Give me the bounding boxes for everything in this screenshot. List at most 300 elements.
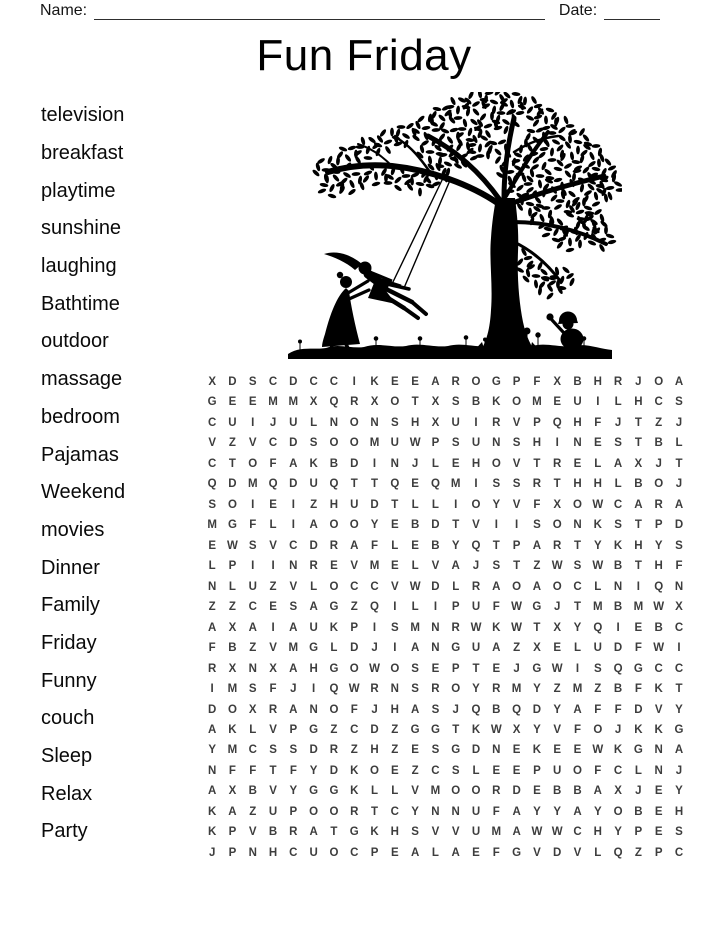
grid-cell: O	[471, 498, 481, 511]
grid-cell: V	[269, 723, 277, 736]
grid-cell: O	[227, 703, 237, 716]
grid-cell: C	[573, 580, 582, 593]
grid-cell: C	[207, 457, 217, 470]
grid-cell: Q	[613, 846, 623, 859]
word-list-item: outdoor	[41, 330, 109, 353]
grid-cell: D	[532, 703, 542, 716]
grid-cell: E	[492, 662, 501, 675]
tree-foliage	[311, 92, 622, 300]
date-input-line[interactable]	[604, 4, 660, 20]
grid-cell: S	[675, 539, 683, 552]
grid-cell: C	[674, 662, 684, 675]
grid-cell: T	[452, 723, 460, 736]
grid-cell: U	[451, 416, 460, 429]
grid-cell: Z	[553, 683, 561, 696]
grid-cell: B	[492, 703, 501, 716]
grid-cell: V	[573, 846, 582, 859]
grid-cell: E	[269, 601, 277, 614]
grid-cell: X	[228, 662, 237, 675]
grid-cell: U	[471, 642, 481, 655]
grid-cell: N	[451, 805, 460, 818]
grid-cell: J	[675, 478, 683, 491]
grid-cell: V	[269, 785, 277, 798]
grid-cell: O	[370, 764, 379, 777]
grid-cell: W	[531, 826, 543, 839]
grid-row	[202, 618, 689, 638]
grid-cell: N	[207, 580, 217, 593]
grid-cell: T	[675, 457, 683, 470]
grid-cell: F	[208, 642, 216, 655]
grid-cell: X	[208, 376, 216, 388]
grid-cell: A	[410, 846, 420, 859]
grid-cell: Q	[207, 478, 217, 491]
grid-cell: S	[451, 396, 460, 409]
grid-cell: M	[572, 683, 583, 696]
grid-row	[202, 433, 689, 453]
grid-cell: I	[372, 621, 377, 634]
grid-cell: Y	[593, 539, 602, 552]
grid-cell: E	[451, 457, 460, 470]
grid-cell: X	[370, 396, 379, 409]
grid-cell: I	[312, 683, 316, 696]
grid-cell: W	[551, 826, 563, 839]
grid-cell: R	[451, 621, 460, 634]
grid-cell: X	[228, 785, 237, 798]
grid-cell: F	[371, 539, 379, 552]
grid-row	[202, 413, 689, 433]
grid-cell: E	[593, 437, 602, 450]
grid-cell: U	[471, 805, 481, 818]
grid-cell: D	[370, 723, 379, 736]
grid-cell: H	[390, 826, 399, 839]
grid-cell: D	[431, 519, 440, 532]
grid-cell: B	[613, 560, 623, 573]
grid-cell: T	[269, 764, 277, 777]
grid-cell: E	[411, 478, 419, 491]
grid-cell: Z	[513, 642, 521, 655]
grid-row	[202, 822, 689, 842]
grid-cell: E	[390, 519, 399, 532]
grid-cell: L	[614, 478, 622, 491]
grid-cell: X	[553, 498, 562, 511]
grid-cell: Z	[330, 723, 338, 736]
grid-cell: K	[370, 376, 379, 388]
grid-row	[202, 659, 689, 679]
grid-cell: M	[288, 642, 299, 655]
grid-cell: A	[309, 601, 318, 614]
grid-cell: V	[431, 560, 440, 573]
grid-cell: N	[248, 846, 257, 859]
grid-cell: M	[532, 396, 542, 409]
grid-cell: J	[269, 416, 277, 429]
grid-cell: L	[431, 498, 439, 511]
grid-cell: I	[352, 376, 356, 388]
grid-cell: W	[490, 723, 502, 736]
grid-cell: D	[512, 785, 521, 798]
grid-cell: N	[370, 416, 379, 429]
grid-cell: O	[349, 416, 359, 429]
grid-cell: W	[551, 560, 563, 573]
grid-cell: K	[370, 826, 379, 839]
word-list-item: Friday	[41, 631, 97, 654]
grid-cell: Q	[329, 396, 339, 409]
grid-cell: R	[451, 376, 460, 388]
grid-cell: Q	[471, 539, 481, 552]
grid-cell: X	[269, 662, 277, 675]
grid-cell: I	[474, 416, 478, 429]
grid-cell: A	[593, 785, 602, 798]
grid-cell: H	[593, 376, 602, 388]
grid-cell: G	[207, 396, 217, 409]
grid-cell: C	[674, 846, 684, 859]
grid-cell: F	[533, 498, 541, 511]
grid-cell: U	[309, 621, 318, 634]
word-list-item: Bathtime	[41, 292, 120, 315]
grid-cell: O	[573, 764, 582, 777]
grid-cell: F	[634, 642, 642, 655]
grid-cell: I	[575, 662, 580, 675]
grid-cell: N	[289, 560, 298, 573]
grid-cell: C	[654, 662, 663, 675]
grid-cell: H	[532, 437, 542, 450]
grid-cell: G	[491, 376, 501, 388]
grid-cell: P	[533, 764, 541, 777]
grid-cell: A	[492, 642, 501, 655]
grid-cell: J	[675, 764, 683, 777]
grid-cell: V	[350, 560, 359, 573]
grid-cell: E	[390, 376, 399, 388]
grid-cell: K	[471, 723, 481, 736]
grid-cell: X	[228, 621, 237, 634]
grid-cell: J	[472, 560, 480, 573]
grid-cell: E	[390, 560, 399, 573]
grid-cell: I	[474, 478, 478, 491]
date-label: Date:	[558, 2, 598, 19]
grid-cell: L	[391, 785, 399, 798]
grid-cell: V	[431, 826, 440, 839]
grid-cell: O	[593, 723, 603, 736]
grid-cell: S	[248, 376, 257, 388]
grid-cell: R	[553, 539, 562, 552]
grid-cell: C	[289, 539, 298, 552]
grid-cell: P	[654, 519, 663, 532]
grid-cell: Y	[533, 683, 541, 696]
grid-cell: V	[553, 723, 562, 736]
grid-cell: Y	[675, 703, 683, 716]
grid-cell: W	[227, 539, 238, 552]
grid-cell: C	[248, 601, 257, 614]
grid-cell: T	[634, 560, 642, 573]
word-list-item: sunshine	[41, 217, 122, 240]
grid-cell: Q	[654, 580, 664, 593]
grid-cell: X	[614, 785, 622, 798]
grid-cell: B	[573, 785, 582, 798]
grid-cell: S	[411, 683, 419, 696]
grid-cell: R	[613, 376, 623, 388]
grid-cell: O	[349, 662, 359, 675]
grid-cell: H	[390, 703, 399, 716]
grid-cell: V	[512, 498, 521, 511]
grid-cell: F	[594, 416, 602, 429]
grid-cell: E	[248, 396, 257, 409]
word-list-item: movies	[41, 518, 105, 541]
grid-cell: T	[472, 662, 480, 675]
grid-cell: R	[492, 683, 501, 696]
grid-cell: E	[512, 764, 521, 777]
grid-cell: Z	[350, 744, 358, 757]
grid-cell: A	[289, 703, 298, 716]
grid-cell: C	[654, 396, 663, 409]
grid-cell: L	[249, 723, 257, 736]
word-list-item: Sleep	[41, 745, 93, 768]
grid-cell: N	[654, 764, 663, 777]
grid-cell: S	[431, 703, 440, 716]
word-search-grid	[202, 372, 689, 863]
grid-cell: I	[291, 498, 295, 511]
grid-cell: I	[393, 642, 397, 655]
grid-cell: X	[634, 457, 643, 470]
grid-cell: O	[329, 437, 339, 450]
grid-cell: D	[674, 519, 684, 532]
grid-cell: A	[451, 846, 460, 859]
grid-row	[202, 843, 689, 863]
grid-cell: Y	[553, 805, 562, 818]
grid-cell: F	[675, 560, 683, 573]
grid-cell: O	[329, 703, 339, 716]
grid-row	[202, 700, 689, 720]
grid-cell: Y	[451, 539, 460, 552]
grid-cell: L	[431, 457, 439, 470]
grid-cell: Y	[309, 764, 318, 777]
grid-cell: C	[431, 764, 440, 777]
grid-cell: L	[411, 601, 419, 614]
grid-cell: P	[228, 826, 237, 839]
grid-cell: N	[431, 621, 440, 634]
grid-cell: G	[633, 744, 643, 757]
seated-child	[546, 311, 583, 349]
grid-cell: A	[410, 642, 420, 655]
grid-cell: S	[390, 621, 399, 634]
grid-cell: S	[512, 478, 521, 491]
grid-row	[202, 781, 689, 801]
grid-cell: Y	[573, 621, 582, 634]
grid-cell: U	[471, 437, 481, 450]
grid-cell: L	[411, 560, 419, 573]
grid-cell: S	[512, 437, 521, 450]
grid-cell: E	[411, 744, 419, 757]
grid-cell: G	[451, 744, 461, 757]
grid-cell: F	[594, 703, 602, 716]
grid-cell: D	[289, 437, 298, 450]
grid-cell: R	[370, 683, 379, 696]
grid-cell: Q	[613, 662, 623, 675]
grid-cell: H	[573, 478, 582, 491]
grid-cell: U	[228, 416, 237, 429]
grid-cell: A	[289, 621, 298, 634]
grid-cell: R	[492, 416, 501, 429]
grid-cell: Y	[614, 826, 622, 839]
grid-cell: H	[573, 416, 582, 429]
grid-cell: S	[451, 764, 460, 777]
grid-cell: X	[675, 601, 683, 614]
grid-cell: J	[452, 703, 459, 716]
grid-cell: V	[533, 846, 541, 859]
grid-cell: N	[207, 764, 217, 777]
grid-row	[202, 372, 689, 392]
grid-cell: N	[390, 683, 399, 696]
name-input-line[interactable]	[94, 4, 545, 20]
grid-cell: P	[289, 805, 298, 818]
grid-cell: U	[390, 437, 399, 450]
grid-cell: B	[654, 621, 663, 634]
grid-cell: C	[370, 580, 379, 593]
grid-cell: T	[391, 498, 399, 511]
grid-cell: N	[492, 744, 501, 757]
grid-cell: Y	[370, 519, 379, 532]
grid-cell: O	[471, 785, 481, 798]
grid-cell: U	[471, 826, 481, 839]
grid-row	[202, 515, 689, 535]
grid-cell: R	[329, 539, 339, 552]
grid-cell: L	[269, 519, 277, 532]
grid-cell: A	[532, 539, 542, 552]
grid-cell: T	[350, 478, 358, 491]
grid-cell: Y	[593, 805, 602, 818]
grid-cell: C	[329, 376, 339, 388]
grid-cell: J	[513, 662, 520, 675]
grid-cell: T	[452, 519, 460, 532]
grid-cell: A	[573, 703, 582, 716]
grid-cell: W	[592, 498, 604, 511]
grid-cell: E	[431, 662, 440, 675]
grid-cell: P	[634, 826, 643, 839]
grid-cell: L	[594, 457, 602, 470]
grid-cell: R	[471, 580, 481, 593]
grid-cell: X	[309, 396, 318, 409]
grid-cell: S	[411, 662, 419, 675]
grid-cell: A	[634, 498, 643, 511]
grid-cell: M	[369, 437, 380, 450]
grid-cell: I	[515, 519, 519, 532]
grid-cell: N	[492, 437, 501, 450]
grid-cell: M	[592, 601, 603, 614]
grid-cell: I	[616, 621, 620, 634]
grid-cell: K	[309, 457, 318, 470]
grid-cell: O	[552, 580, 562, 593]
grid-cell: E	[512, 744, 521, 757]
grid-cell: F	[492, 601, 500, 614]
grid-cell: F	[594, 764, 602, 777]
grid-cell: G	[329, 601, 339, 614]
grid-cell: I	[677, 642, 681, 655]
grid-cell: C	[207, 416, 217, 429]
grid-cell: O	[451, 785, 461, 798]
grid-cell: R	[289, 826, 298, 839]
grid-cell: F	[269, 683, 277, 696]
grid-cell: G	[532, 601, 542, 614]
grid-cell: I	[393, 601, 397, 614]
grid-cell: D	[289, 478, 298, 491]
grid-cell: Z	[249, 642, 257, 655]
grid-cell: E	[330, 560, 338, 573]
grid-cell: S	[289, 601, 298, 614]
grid-cell: O	[654, 376, 664, 388]
word-list-item: Party	[41, 820, 88, 843]
grid-cell: M	[491, 826, 502, 839]
grid-cell: E	[411, 539, 419, 552]
grid-cell: O	[471, 376, 481, 388]
grid-cell: Z	[634, 846, 642, 859]
swing-and-children	[299, 176, 586, 355]
grid-cell: J	[614, 416, 622, 429]
grid-cell: X	[248, 703, 257, 716]
grid-cell: I	[596, 396, 600, 409]
grid-cell: V	[472, 519, 480, 532]
grid-cell: L	[634, 764, 642, 777]
grid-cell: E	[573, 457, 582, 470]
grid-cell: G	[430, 723, 440, 736]
grid-cell: K	[350, 764, 359, 777]
grid-cell: C	[350, 580, 359, 593]
grid-cell: I	[251, 416, 255, 429]
grid-cell: T	[634, 416, 642, 429]
grid-cell: M	[633, 601, 644, 614]
grid-cell: W	[409, 580, 421, 593]
grid-cell: O	[491, 457, 501, 470]
grid-cell: G	[633, 662, 643, 675]
grid-cell: P	[228, 560, 237, 573]
grid-cell: Y	[492, 498, 501, 511]
grid-cell: A	[309, 519, 318, 532]
grid-cell: A	[532, 580, 542, 593]
grid-cell: S	[208, 498, 216, 511]
grid-cell: G	[309, 785, 319, 798]
grid-cell: Z	[391, 723, 399, 736]
grid-cell: H	[471, 457, 481, 470]
grid-cell: O	[613, 805, 623, 818]
grid-cell: Y	[533, 723, 541, 736]
grid-cell: O	[654, 478, 664, 491]
grid-cell: Q	[370, 601, 379, 614]
grid-cell: M	[369, 560, 380, 573]
grid-cell: R	[207, 662, 217, 675]
grid-cell: H	[268, 846, 278, 859]
grid-cell: B	[573, 376, 582, 388]
grid-cell: L	[472, 764, 480, 777]
grid-cell: P	[654, 846, 663, 859]
grid-cell: T	[492, 539, 500, 552]
grid-cell: Z	[350, 601, 358, 614]
grid-cell: D	[329, 764, 339, 777]
grid-cell: A	[228, 805, 237, 818]
grid-cell: W	[369, 662, 380, 675]
grid-cell: A	[207, 723, 217, 736]
grid-cell: S	[593, 662, 602, 675]
grid-cell: Y	[208, 744, 216, 757]
grid-cell: J	[411, 457, 419, 470]
grid-cell: B	[268, 826, 278, 839]
grid-cell: K	[350, 785, 359, 798]
grid-cell: D	[309, 539, 318, 552]
grid-cell: A	[674, 376, 684, 388]
grid-cell: O	[309, 805, 319, 818]
grid-row	[202, 761, 689, 781]
grid-cell: E	[411, 376, 419, 388]
grid-cell: K	[207, 805, 217, 818]
grid-cell: X	[431, 416, 440, 429]
grid-cell: O	[227, 498, 237, 511]
grid-cell: A	[207, 785, 217, 798]
